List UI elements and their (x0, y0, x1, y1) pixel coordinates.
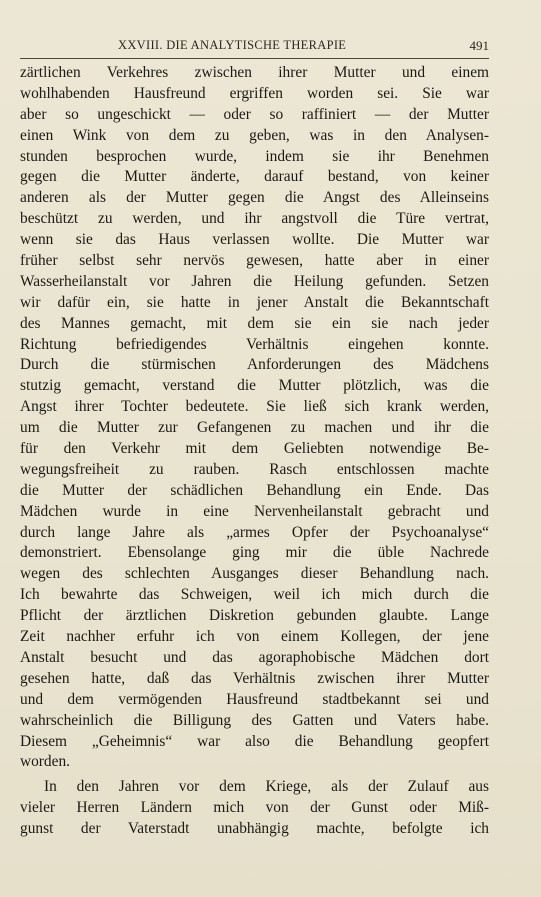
text-line: Ich bewahrte das Schweigen, weil ich mich durch die (20, 586, 489, 604)
text-line: durch lange Jahre als „armes Opfer der Psychoanalyse“ (20, 523, 489, 541)
text-line: wir dafür ein, sie hatte in jener Anstalt die Bekanntschaft (20, 293, 489, 311)
text-line: wegungsfreiheit zu rauben. Rasch entschlossen machte (20, 460, 489, 478)
text-line: Pflicht der ärztlichen Diskretion gebunden glaubte. Lange (20, 607, 489, 625)
body-text (20, 63, 489, 840)
text-line: vieler Herren Ländern mich von der Gunst oder Miß- (20, 799, 489, 817)
text-line: die Mutter der schädlichen Behandlung ein Ende. Das (20, 481, 489, 499)
text-line: Zeit nachher erfuhr ich von einem Kollegen, der jene (20, 628, 489, 646)
text-line: Anstalt besucht und das agoraphobische Mädchen dort (20, 648, 489, 666)
text-line: gunst der Vaterstadt unabhängig machte, befolgte ich (20, 820, 489, 838)
text-line: um die Mutter zur Gefangenen zu machen und ihr die (20, 419, 489, 437)
text-line: gesehen hatte, daß das Verhältnis zwischen ihrer Mutter (20, 669, 489, 687)
text-line: wenn sie das Haus verlassen wollte. Die Mutter war (20, 231, 489, 249)
running-title: XXVIII. DIE ANALYTISCHE THERAPIE (118, 38, 347, 52)
text-line: für den Verkehr mit dem Geliebten notwendige Be- (20, 440, 489, 458)
text-line: Angst ihrer Tochter bedeutete. Sie ließ sich krank werden, (20, 398, 489, 416)
paragraph-2 (20, 777, 489, 840)
text-line: gegen die Mutter änderte, darauf bestand, von keiner (20, 168, 489, 186)
text-line: wahrscheinlich die Billigung des Gatten und Vaters habe. (20, 711, 489, 729)
page-header (20, 38, 489, 58)
text-line: aber so ungeschickt — oder so raffiniert — der Mutter (20, 105, 489, 123)
paragraph-1 (20, 63, 489, 773)
text-line: Wasserheilanstalt vor Jahren die Heilung gefunden. Setzen (20, 272, 489, 290)
text-line: beschützt zu werden, und ihr angstvoll die Türe vertrat, (20, 210, 489, 228)
text-line: und dem vermögenden Hausfreund stadtbekannt sei und (20, 690, 489, 708)
page-number: 491 (469, 38, 489, 53)
text-line: stunden besprochen wurde, indem sie ihr Benehmen (20, 147, 489, 165)
text-line: anderen als der Mutter gegen die Angst des Alleinseins (20, 189, 489, 207)
text-line: Richtung befriedigendes Verhältnis eingehen konnte. (20, 335, 489, 353)
text-line: des Mannes gemacht, mit dem sie ein sie nach jeder (20, 314, 489, 332)
text-line: einen Wink von dem zu geben, was in den Analysen- (20, 126, 489, 144)
header-rule (20, 58, 489, 59)
text-line: wegen des schlechten Ausganges dieser Behandlung nach. (20, 565, 489, 583)
text-line: Diesem „Geheimnis“ war also die Behandlung geopfert (20, 732, 489, 750)
text-line: Durch die stürmischen Anforderungen des Mädchens (20, 356, 489, 374)
text-line: wohlhabenden Hausfreund ergriffen worden sei. Sie war (20, 84, 489, 102)
text-line: demonstriert. Ebensolange ging mir die üble Nachrede (20, 544, 489, 562)
text-line: Mädchen wurde in eine Nervenheilanstalt gebracht und (20, 502, 489, 520)
text-line: stutzig gemacht, verstand die Mutter plötzlich, was die (20, 377, 489, 395)
text-line: früher selbst sehr nervös gewesen, hatte aber in einer (20, 252, 489, 270)
text-line: worden. (20, 753, 71, 771)
text-line: zärtlichen Verkehres zwischen ihrer Mutter und einem (20, 64, 489, 81)
text-line: In den Jahren vor dem Kriege, als der Zulauf aus (44, 778, 489, 796)
